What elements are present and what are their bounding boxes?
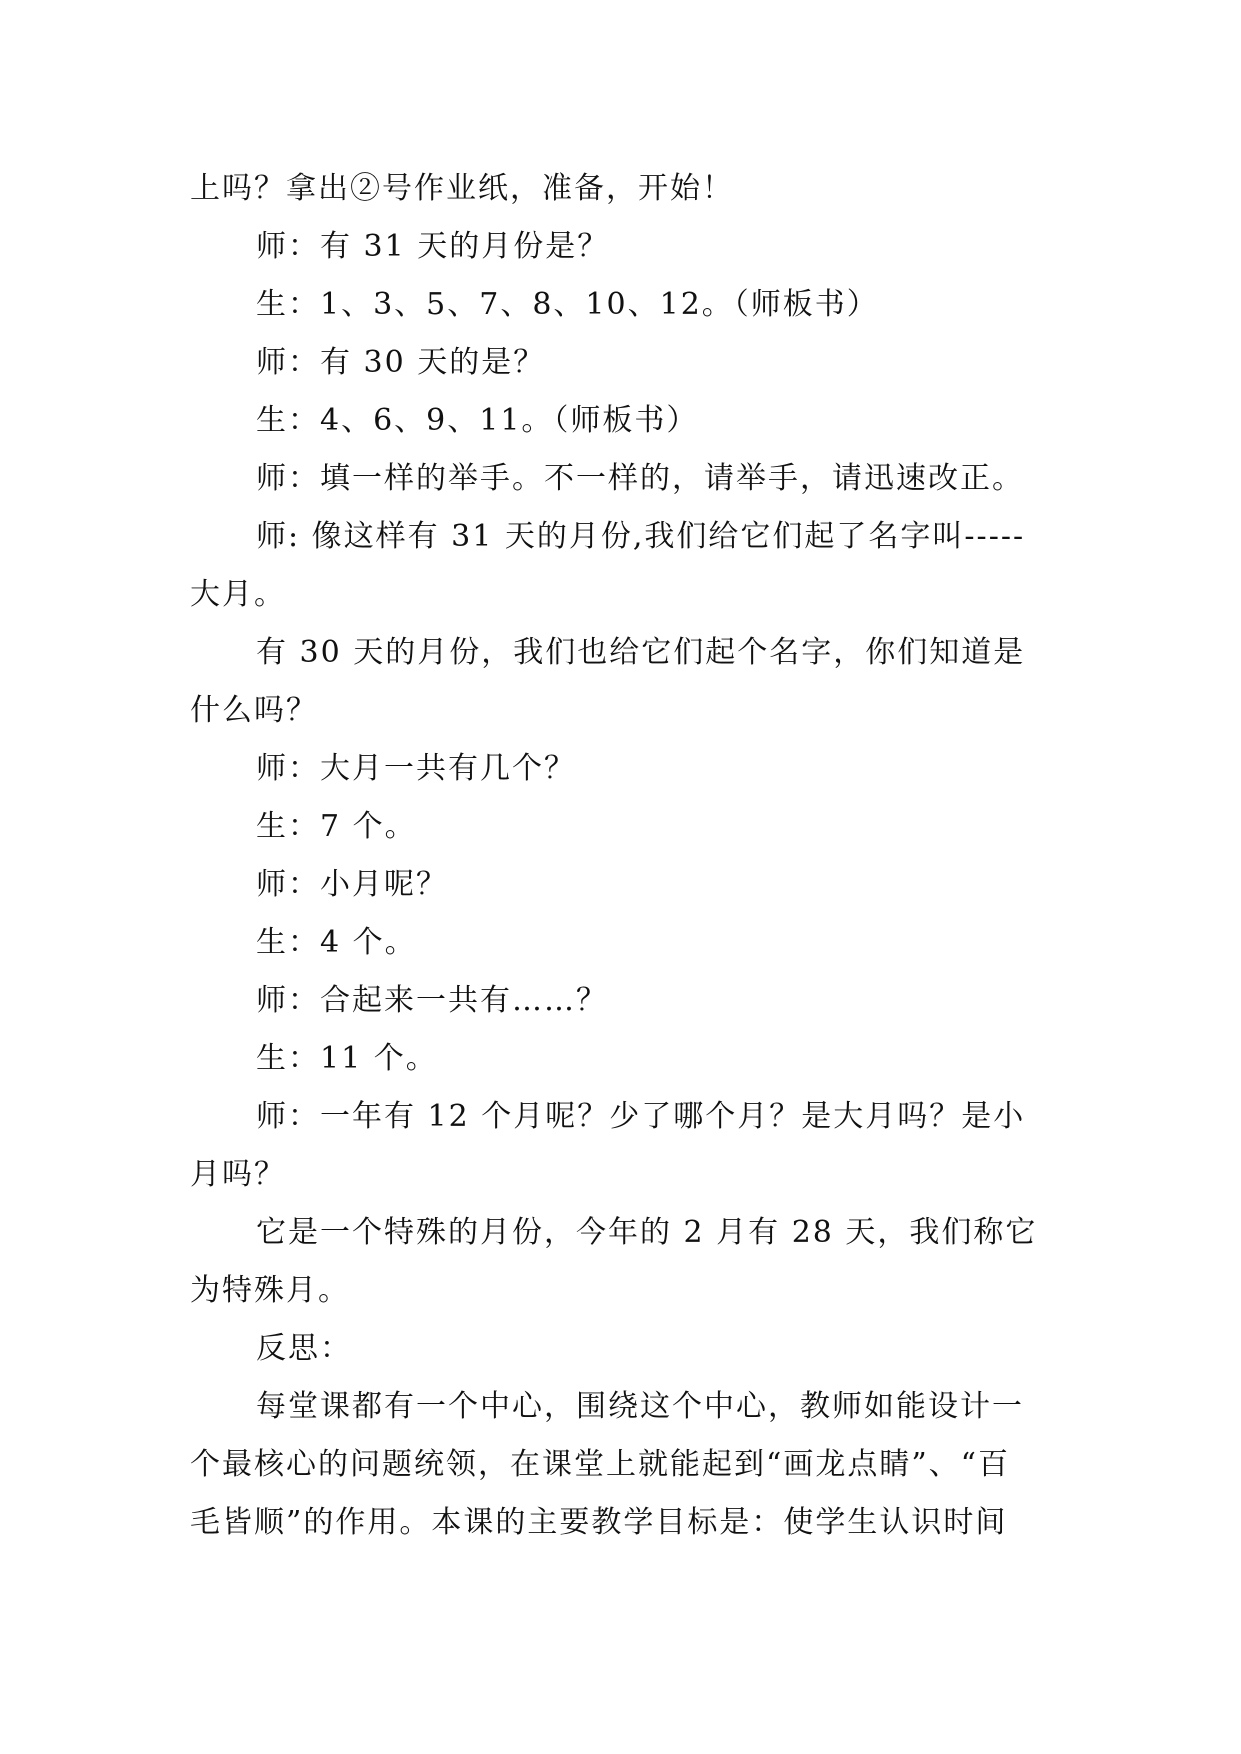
text-line: 生：11 个。: [256, 1041, 438, 1076]
text-line: 生：7 个。: [256, 809, 417, 844]
text-line: 师：大月一共有几个？: [256, 751, 576, 786]
text-line: 它是一个特殊的月份，今年的 2 月有 28 天，我们称它: [256, 1215, 1038, 1250]
text-line: 大月。: [190, 577, 286, 612]
text-line: 毛皆顺”的作用。本课的主要教学目标是：使学生认识时间: [190, 1505, 1008, 1540]
text-line: 为特殊月。: [190, 1273, 350, 1308]
text-line: 有 30 天的月份，我们也给它们起个名字，你们知道是: [256, 635, 1026, 670]
text-line: 生：4 个。: [256, 925, 417, 960]
text-line: 个最核心的问题统领，在课堂上就能起到“画龙点睛”、“百: [190, 1447, 1011, 1482]
text-line: 生：1、3、5、7、8、10、12。（师板书）: [256, 287, 879, 322]
document-body: [190, 160, 1052, 1552]
text-line: 师：有 30 天的是？: [256, 345, 546, 380]
text-line: 月吗？: [190, 1157, 286, 1192]
text-line: 每堂课都有一个中心，围绕这个中心，教师如能设计一: [256, 1389, 1024, 1424]
text-line: 什么吗？: [190, 693, 318, 728]
text-line: 师：填一样的举手。不一样的，请举手，请迅速改正。: [256, 461, 1024, 496]
text-line: 师：合起来一共有……？: [256, 983, 608, 1018]
text-line: 生：4、6、9、11。（师板书）: [256, 403, 699, 438]
text-line: 师: 像这样有 31 天的月份,我们给它们起了名字叫-----: [256, 519, 1026, 554]
text-line: 师：小月呢？: [256, 867, 448, 902]
text-line: 反思：: [256, 1331, 352, 1366]
text-line: 师：一年有 12 个月呢？少了哪个月？是大月吗？是小: [256, 1099, 1026, 1134]
text-line: 上吗？拿出②号作业纸，准备，开始！: [190, 171, 734, 206]
text-line: 师：有 31 天的月份是？: [256, 229, 610, 264]
